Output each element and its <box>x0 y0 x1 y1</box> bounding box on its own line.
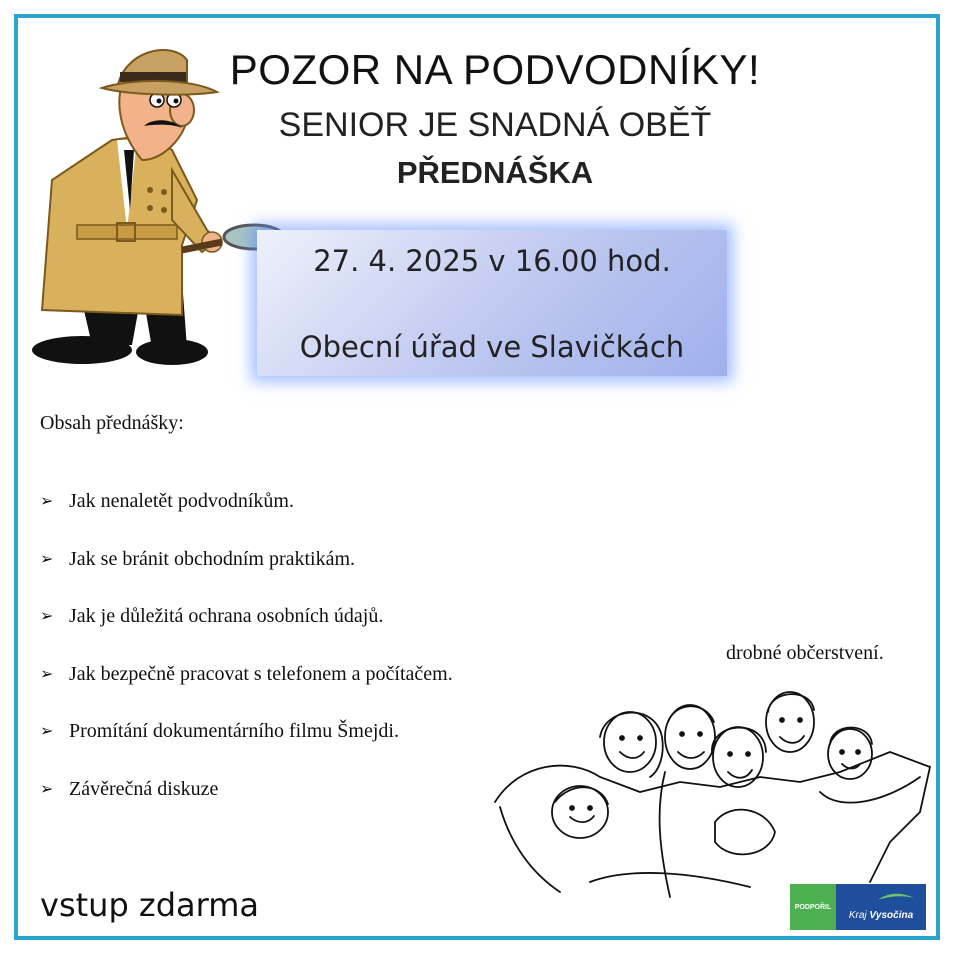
swoosh-icon <box>876 890 916 904</box>
list-item: ➢ Jak nenaletět podvodníkům. <box>40 490 294 512</box>
refreshments-note: drobné občerstvení. <box>726 642 884 664</box>
logo-region: Kraj Vysočina <box>836 884 926 930</box>
list-item: ➢ Jak je důležitá ochrana osobních údajů. <box>40 605 384 628</box>
event-place: Obecní úřad ve Slavičkách <box>299 330 685 364</box>
event-info-box <box>257 230 727 376</box>
arrow-bullet-icon: ➢ <box>40 778 54 798</box>
list-item: ➢ Promítání dokumentárního filmu Šmejdi. <box>40 720 399 743</box>
content-list <box>40 488 453 834</box>
family-illustration <box>490 682 940 904</box>
content-label: Obsah přednášky: <box>40 412 184 434</box>
title-warning: POZOR NA PODVODNÍKY! <box>229 46 761 93</box>
logo-supported-label: PODPOŘIL <box>790 884 836 930</box>
arrow-bullet-icon: ➢ <box>40 606 54 626</box>
list-item: ➢ Závěrečná diskuze <box>40 777 219 800</box>
kraj-vysocina-logo <box>790 884 926 930</box>
title-lecture: PŘEDNÁŠKA <box>396 155 594 190</box>
arrow-bullet-icon: ➢ <box>40 491 54 510</box>
list-item: ➢ Jak bezpečně pracovat s telefonem a počítačem. <box>40 662 453 685</box>
arrow-bullet-icon: ➢ <box>40 548 54 568</box>
arrow-bullet-icon: ➢ <box>40 663 54 683</box>
list-item: ➢ Jak se bránit obchodním praktikám. <box>40 547 356 570</box>
arrow-bullet-icon: ➢ <box>40 721 54 741</box>
free-entry: vstup zdarma <box>40 886 260 924</box>
event-datetime: 27. 4. 2025 v 16.00 hod. <box>313 244 671 278</box>
title-subtitle: SENIOR JE SNADNÁ OBĚŤ <box>278 106 712 144</box>
